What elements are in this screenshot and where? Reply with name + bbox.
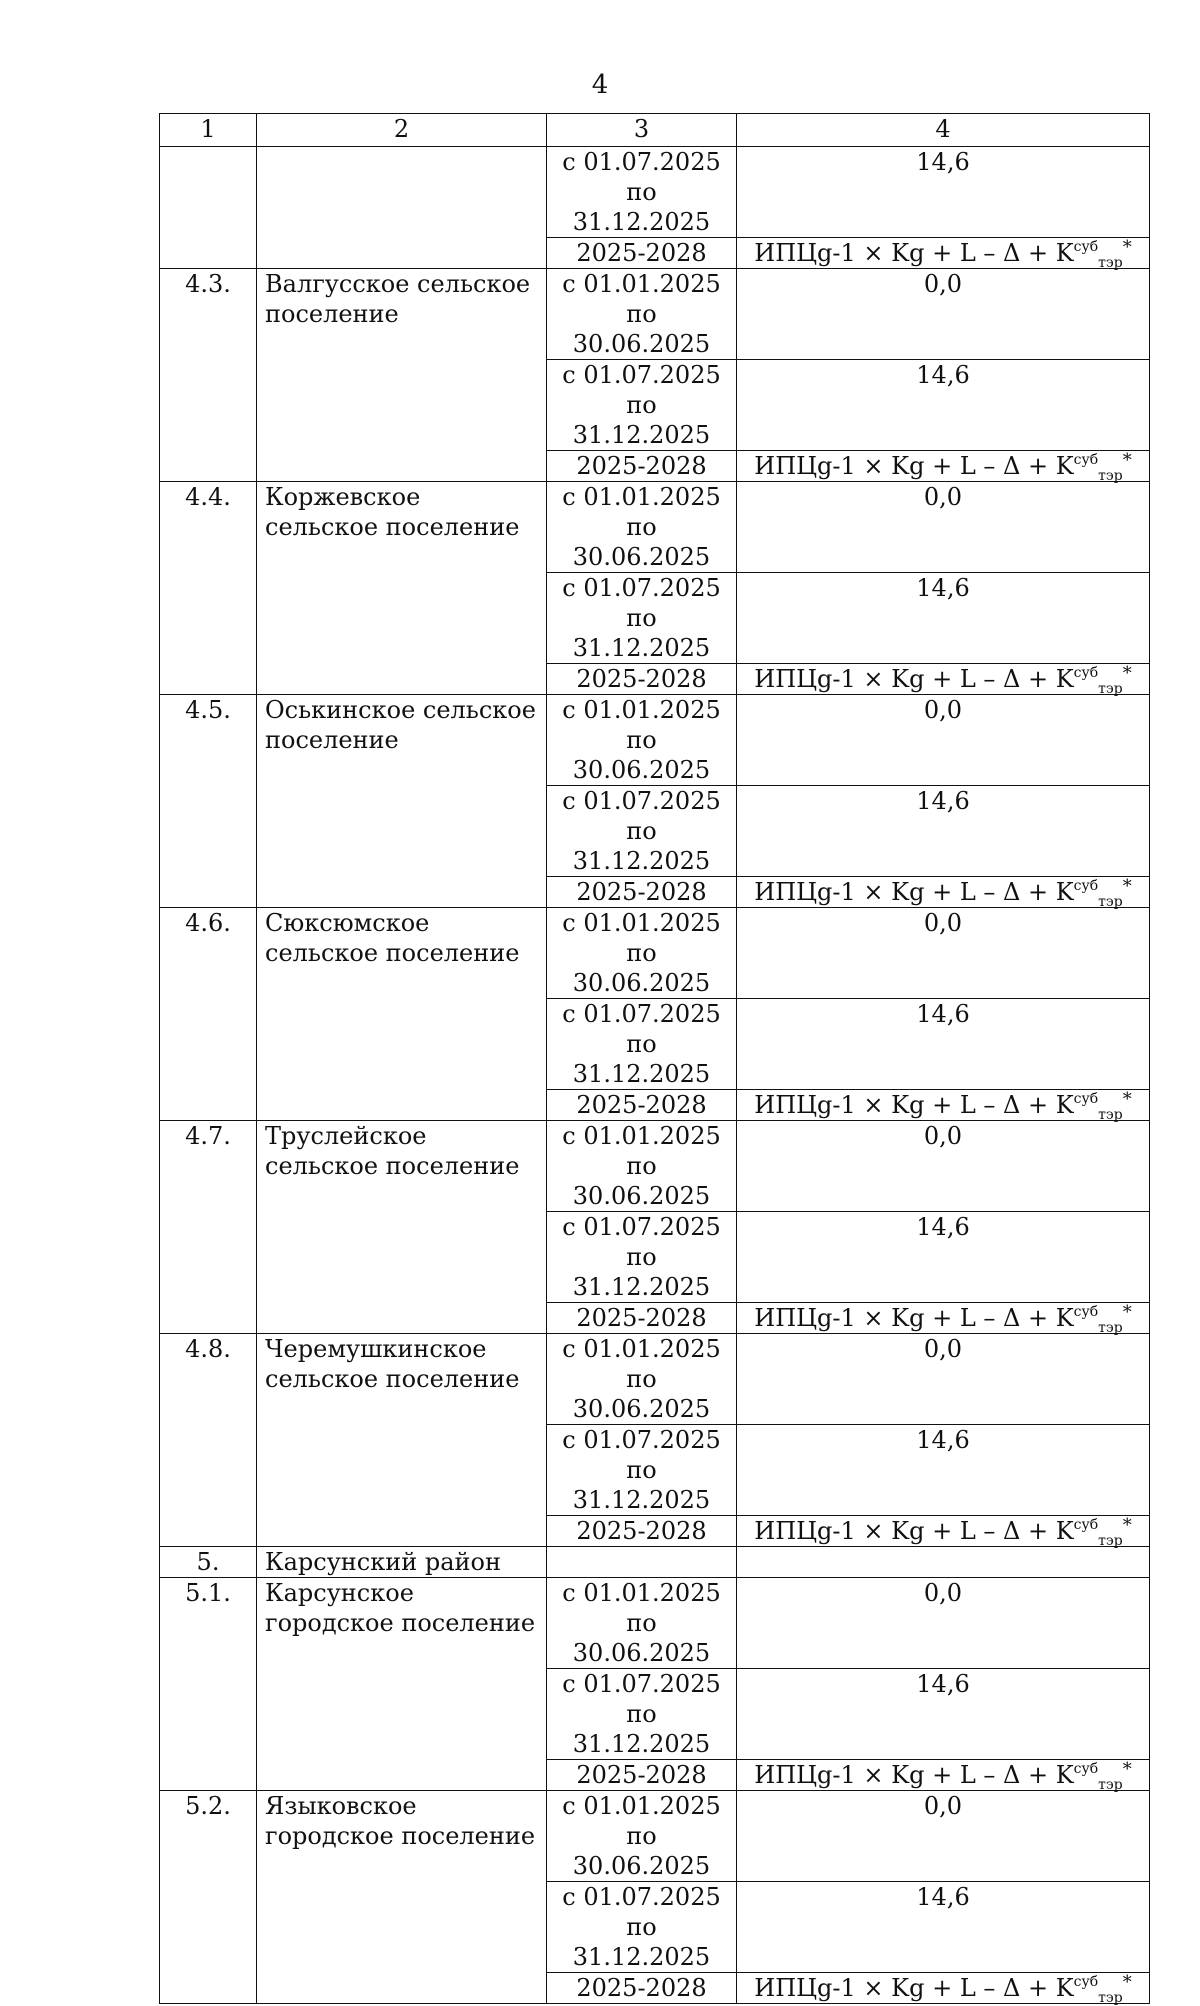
value-cell: 0,0 xyxy=(737,695,1150,786)
header-cell: 3 xyxy=(547,114,737,147)
formula-asterisk: * xyxy=(1122,1759,1132,1780)
period-cell: с 01.01.2025 по 30.06.2025 xyxy=(547,1334,737,1425)
empty-cell xyxy=(547,1547,737,1578)
row-number: 5.2. xyxy=(160,1791,257,2004)
settlement-name: Карсунское городское поселение xyxy=(257,1578,547,1791)
formula-asterisk: * xyxy=(1122,450,1132,471)
period-cell: с 01.07.2025 по 31.12.2025 xyxy=(547,360,737,451)
period-cell: с 01.07.2025 по 31.12.2025 xyxy=(547,786,737,877)
period-cell: 2025-2028 xyxy=(547,238,737,269)
header-cell: 1 xyxy=(160,114,257,147)
formula-cell xyxy=(737,1303,1150,1334)
formula-cell xyxy=(737,1760,1150,1791)
value-cell: 0,0 xyxy=(737,269,1150,360)
formula-text xyxy=(754,663,1132,697)
formula-text xyxy=(754,1972,1132,2006)
formula-text xyxy=(754,450,1132,484)
table-row xyxy=(160,695,1150,786)
formula-cell xyxy=(737,238,1150,269)
table-row xyxy=(160,1791,1150,1882)
period-cell: 2025-2028 xyxy=(547,451,737,482)
period-cell: с 01.01.2025 по 30.06.2025 xyxy=(547,1791,737,1882)
period-cell: с 01.07.2025 по 31.12.2025 xyxy=(547,1425,737,1516)
formula-superscript: суб xyxy=(1073,452,1099,468)
formula-subscript: тэр xyxy=(1098,255,1123,271)
formula-asterisk: * xyxy=(1122,876,1132,897)
formula-main: ИПЦg-1 × Kg + L – Δ + K xyxy=(754,878,1074,906)
formula-cell xyxy=(737,451,1150,482)
formula-subscript: тэр xyxy=(1098,468,1123,484)
period-cell: с 01.07.2025 по 31.12.2025 xyxy=(547,573,737,664)
table-row xyxy=(160,1334,1150,1425)
table-row xyxy=(160,269,1150,360)
period-cell: 2025-2028 xyxy=(547,1303,737,1334)
formula-superscript: суб xyxy=(1073,665,1099,681)
district-name: Карсунский район xyxy=(257,1547,547,1578)
period-cell: 2025-2028 xyxy=(547,1760,737,1791)
settlement-name: Валгусское сельское поселение xyxy=(257,269,547,482)
formula-subscript: тэр xyxy=(1098,1107,1123,1123)
settlement-name: Коржевское сельское поселение xyxy=(257,482,547,695)
formula-cell xyxy=(737,664,1150,695)
period-cell: с 01.07.2025 по 31.12.2025 xyxy=(547,1669,737,1760)
formula-text xyxy=(754,1759,1132,1793)
formula-main: ИПЦg-1 × Kg + L – Δ + K xyxy=(754,1091,1074,1119)
formula-superscript: суб xyxy=(1073,878,1099,894)
tariff-table xyxy=(159,113,1150,2004)
value-cell: 0,0 xyxy=(737,1791,1150,1882)
value-cell: 14,6 xyxy=(737,1212,1150,1303)
row-number: 5. xyxy=(160,1547,257,1578)
formula-asterisk: * xyxy=(1122,237,1132,258)
period-cell: с 01.01.2025 по 30.06.2025 xyxy=(547,908,737,999)
row-number: 4.8. xyxy=(160,1334,257,1547)
period-cell: с 01.01.2025 по 30.06.2025 xyxy=(547,1578,737,1669)
formula-superscript: суб xyxy=(1073,239,1099,255)
settlement-name: Черемушкинское сельское поселение xyxy=(257,1334,547,1547)
row-number: 4.5. xyxy=(160,695,257,908)
period-cell: с 01.01.2025 по 30.06.2025 xyxy=(547,1121,737,1212)
formula-cell xyxy=(737,877,1150,908)
formula-main: ИПЦg-1 × Kg + L – Δ + K xyxy=(754,665,1074,693)
formula-subscript: тэр xyxy=(1098,1990,1123,2006)
row-number: 5.1. xyxy=(160,1578,257,1791)
formula-asterisk: * xyxy=(1122,663,1132,684)
formula-subscript: тэр xyxy=(1098,894,1123,910)
header-cell: 2 xyxy=(257,114,547,147)
formula-superscript: суб xyxy=(1073,1761,1099,1777)
formula-subscript: тэр xyxy=(1098,1533,1123,1549)
period-cell: с 01.07.2025 по 31.12.2025 xyxy=(547,147,737,238)
value-cell: 14,6 xyxy=(737,786,1150,877)
row-number: 4.3. xyxy=(160,269,257,482)
table-row xyxy=(160,1578,1150,1669)
settlement-name: Оськинское сельское поселение xyxy=(257,695,547,908)
empty-cell xyxy=(737,1547,1150,1578)
formula-asterisk: * xyxy=(1122,1302,1132,1323)
value-cell: 0,0 xyxy=(737,482,1150,573)
value-cell: 0,0 xyxy=(737,1578,1150,1669)
table-row xyxy=(160,1121,1150,1212)
formula-cell xyxy=(737,1516,1150,1547)
value-cell: 0,0 xyxy=(737,1334,1150,1425)
formula-superscript: суб xyxy=(1073,1304,1099,1320)
formula-cell xyxy=(737,1090,1150,1121)
row-number: 4.6. xyxy=(160,908,257,1121)
settlement-name: Языковское городское поселение xyxy=(257,1791,547,2004)
formula-main: ИПЦg-1 × Kg + L – Δ + K xyxy=(754,1517,1074,1545)
formula-asterisk: * xyxy=(1122,1972,1132,1993)
value-cell: 0,0 xyxy=(737,1121,1150,1212)
formula-subscript: тэр xyxy=(1098,1777,1123,1793)
formula-cell xyxy=(737,1973,1150,2004)
formula-superscript: суб xyxy=(1073,1517,1099,1533)
formula-text xyxy=(754,1515,1132,1549)
period-cell: 2025-2028 xyxy=(547,664,737,695)
table-row xyxy=(160,482,1150,573)
table-body xyxy=(160,114,1150,2004)
settlement-name: Сюксюмское сельское поселение xyxy=(257,908,547,1121)
period-cell: 2025-2028 xyxy=(547,1090,737,1121)
value-cell: 0,0 xyxy=(737,908,1150,999)
formula-text xyxy=(754,876,1132,910)
table-row xyxy=(160,908,1150,999)
period-cell: с 01.07.2025 по 31.12.2025 xyxy=(547,1212,737,1303)
row-number xyxy=(160,147,257,269)
period-cell: с 01.01.2025 по 30.06.2025 xyxy=(547,269,737,360)
value-cell: 14,6 xyxy=(737,360,1150,451)
value-cell: 14,6 xyxy=(737,1669,1150,1760)
formula-main: ИПЦg-1 × Kg + L – Δ + K xyxy=(754,1304,1074,1332)
value-cell: 14,6 xyxy=(737,573,1150,664)
formula-main: ИПЦg-1 × Kg + L – Δ + K xyxy=(754,452,1074,480)
formula-subscript: тэр xyxy=(1098,681,1123,697)
period-cell: 2025-2028 xyxy=(547,877,737,908)
formula-asterisk: * xyxy=(1122,1089,1132,1110)
header-cell: 4 xyxy=(737,114,1150,147)
value-cell: 14,6 xyxy=(737,999,1150,1090)
formula-main: ИПЦg-1 × Kg + L – Δ + K xyxy=(754,1974,1074,2002)
formula-asterisk: * xyxy=(1122,1515,1132,1536)
settlement-name xyxy=(257,147,547,269)
period-cell: с 01.07.2025 по 31.12.2025 xyxy=(547,999,737,1090)
page-number: 4 xyxy=(591,70,609,100)
value-cell: 14,6 xyxy=(737,1882,1150,1973)
district-row xyxy=(160,1547,1150,1578)
formula-text xyxy=(754,1302,1132,1336)
formula-main: ИПЦg-1 × Kg + L – Δ + K xyxy=(754,239,1074,267)
header-row xyxy=(160,114,1150,147)
period-cell: с 01.01.2025 по 30.06.2025 xyxy=(547,695,737,786)
period-cell: 2025-2028 xyxy=(547,1973,737,2004)
period-cell: 2025-2028 xyxy=(547,1516,737,1547)
row-number: 4.7. xyxy=(160,1121,257,1334)
formula-text xyxy=(754,1089,1132,1123)
formula-superscript: суб xyxy=(1073,1974,1099,1990)
value-cell: 14,6 xyxy=(737,147,1150,238)
period-cell: с 01.01.2025 по 30.06.2025 xyxy=(547,482,737,573)
formula-superscript: суб xyxy=(1073,1091,1099,1107)
table-row xyxy=(160,147,1150,238)
value-cell: 14,6 xyxy=(737,1425,1150,1516)
settlement-name: Труслейское сельское поселение xyxy=(257,1121,547,1334)
period-cell: с 01.07.2025 по 31.12.2025 xyxy=(547,1882,737,1973)
formula-subscript: тэр xyxy=(1098,1320,1123,1336)
formula-main: ИПЦg-1 × Kg + L – Δ + K xyxy=(754,1761,1074,1789)
formula-text xyxy=(754,237,1132,271)
row-number: 4.4. xyxy=(160,482,257,695)
